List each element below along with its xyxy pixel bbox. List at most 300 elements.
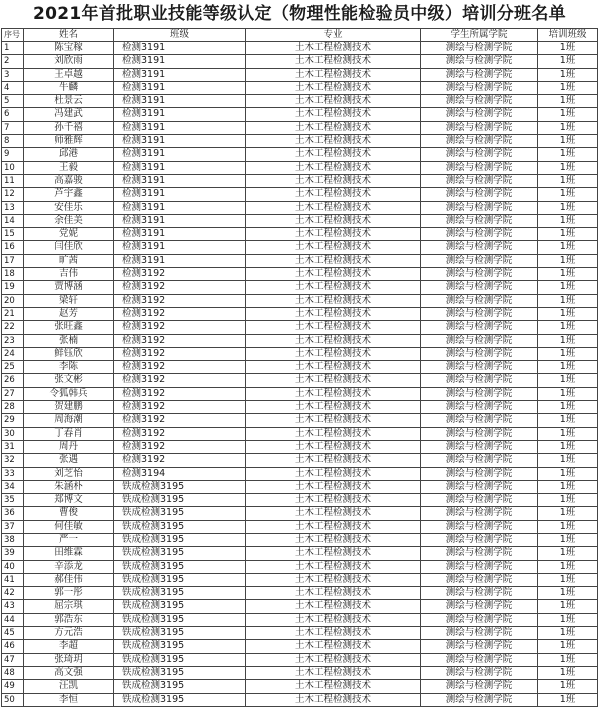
cell-class: 检测3191	[114, 228, 246, 241]
cell-class: 铁成检测3195	[114, 520, 246, 533]
table-row	[2, 174, 598, 187]
cell-class: 检测3191	[114, 55, 246, 68]
cell-major: 土木工程检测技术	[246, 640, 421, 653]
header-college: 学生所属学院	[421, 29, 538, 42]
cell-training-class: 1班	[538, 108, 598, 121]
cell-index: 12	[2, 188, 24, 201]
cell-index: 8	[2, 135, 24, 148]
cell-training-class: 1班	[538, 161, 598, 174]
cell-college: 测绘与检测学院	[421, 600, 538, 613]
cell-major: 土木工程检测技术	[246, 507, 421, 520]
cell-training-class: 1班	[538, 81, 598, 94]
cell-index: 15	[2, 228, 24, 241]
cell-name: 曹俊	[24, 507, 114, 520]
cell-college: 测绘与检测学院	[421, 427, 538, 440]
cell-name: 牛麟	[24, 81, 114, 94]
cell-major: 土木工程检测技术	[246, 427, 421, 440]
cell-index: 27	[2, 387, 24, 400]
cell-training-class: 1班	[538, 547, 598, 560]
cell-training-class: 1班	[538, 494, 598, 507]
cell-college: 测绘与检测学院	[421, 254, 538, 267]
cell-college: 测绘与检测学院	[421, 268, 538, 281]
cell-training-class: 1班	[538, 188, 598, 201]
cell-training-class: 1班	[538, 640, 598, 653]
cell-major: 土木工程检测技术	[246, 294, 421, 307]
cell-index: 38	[2, 533, 24, 546]
cell-training-class: 1班	[538, 307, 598, 320]
cell-index: 18	[2, 268, 24, 281]
cell-class: 检测3192	[114, 454, 246, 467]
cell-name: 鲜钰欣	[24, 347, 114, 360]
cell-college: 测绘与检测学院	[421, 627, 538, 640]
cell-major: 土木工程检测技术	[246, 520, 421, 533]
cell-training-class: 1班	[538, 241, 598, 254]
header-training-class: 培训班级	[538, 29, 598, 42]
cell-training-class: 1班	[538, 480, 598, 493]
cell-name: 张琦玥	[24, 653, 114, 666]
cell-class: 检测3191	[114, 214, 246, 227]
cell-college: 测绘与检测学院	[421, 174, 538, 187]
cell-name: 郝佳伟	[24, 573, 114, 586]
cell-college: 测绘与检测学院	[421, 467, 538, 480]
cell-index: 16	[2, 241, 24, 254]
table-row	[2, 121, 598, 134]
cell-major: 土木工程检测技术	[246, 268, 421, 281]
cell-training-class: 1班	[538, 600, 598, 613]
cell-class: 铁成检测3195	[114, 680, 246, 693]
cell-class: 检测3192	[114, 334, 246, 347]
cell-training-class: 1班	[538, 214, 598, 227]
cell-name: 梁轩	[24, 294, 114, 307]
cell-training-class: 1班	[538, 294, 598, 307]
cell-class: 检测3192	[114, 321, 246, 334]
cell-class: 检测3192	[114, 401, 246, 414]
cell-class: 检测3191	[114, 135, 246, 148]
cell-college: 测绘与检测学院	[421, 480, 538, 493]
cell-major: 土木工程检测技术	[246, 321, 421, 334]
cell-name: 张文彬	[24, 374, 114, 387]
table-row	[2, 214, 598, 227]
cell-name: 严一	[24, 533, 114, 546]
cell-name: 何佳敏	[24, 520, 114, 533]
cell-college: 测绘与检测学院	[421, 148, 538, 161]
cell-index: 26	[2, 374, 24, 387]
cell-index: 28	[2, 401, 24, 414]
cell-name: 杜景云	[24, 95, 114, 108]
table-row	[2, 321, 598, 334]
cell-training-class: 1班	[538, 533, 598, 546]
cell-class: 检测3192	[114, 294, 246, 307]
cell-major: 土木工程检测技术	[246, 560, 421, 573]
cell-college: 测绘与检测学院	[421, 573, 538, 586]
table-row	[2, 414, 598, 427]
cell-training-class: 1班	[538, 627, 598, 640]
cell-training-class: 1班	[538, 174, 598, 187]
cell-index: 37	[2, 520, 24, 533]
table-row	[2, 42, 598, 55]
header-index: 序号	[2, 29, 24, 42]
table-row	[2, 95, 598, 108]
cell-major: 土木工程检测技术	[246, 573, 421, 586]
cell-name: 田维霖	[24, 547, 114, 560]
cell-index: 3	[2, 68, 24, 81]
cell-index: 21	[2, 307, 24, 320]
cell-major: 土木工程检测技术	[246, 241, 421, 254]
cell-major: 土木工程检测技术	[246, 281, 421, 294]
cell-name: 安佳乐	[24, 201, 114, 214]
cell-index: 4	[2, 81, 24, 94]
cell-index: 6	[2, 108, 24, 121]
cell-index: 25	[2, 361, 24, 374]
cell-major: 土木工程检测技术	[246, 95, 421, 108]
cell-class: 检测3191	[114, 174, 246, 187]
table-row	[2, 281, 598, 294]
cell-index: 11	[2, 174, 24, 187]
cell-name: 陈宝稼	[24, 42, 114, 55]
cell-index: 19	[2, 281, 24, 294]
cell-training-class: 1班	[538, 573, 598, 586]
cell-index: 44	[2, 613, 24, 626]
cell-major: 土木工程检测技术	[246, 347, 421, 360]
cell-training-class: 1班	[538, 121, 598, 134]
table-row	[2, 347, 598, 360]
cell-college: 测绘与检测学院	[421, 507, 538, 520]
cell-college: 测绘与检测学院	[421, 361, 538, 374]
cell-class: 铁成检测3195	[114, 507, 246, 520]
cell-name: 郑博文	[24, 494, 114, 507]
cell-training-class: 1班	[538, 520, 598, 533]
table-row	[2, 587, 598, 600]
cell-name: 刘芝怡	[24, 467, 114, 480]
cell-name: 赵芳	[24, 307, 114, 320]
cell-name: 吉伟	[24, 268, 114, 281]
cell-name: 冯建武	[24, 108, 114, 121]
table-row	[2, 188, 598, 201]
cell-index: 36	[2, 507, 24, 520]
cell-major: 土木工程检测技术	[246, 587, 421, 600]
cell-training-class: 1班	[538, 321, 598, 334]
cell-class: 检测3192	[114, 427, 246, 440]
table-row	[2, 560, 598, 573]
cell-college: 测绘与检测学院	[421, 401, 538, 414]
cell-college: 测绘与检测学院	[421, 307, 538, 320]
cell-college: 测绘与检测学院	[421, 108, 538, 121]
table-row	[2, 547, 598, 560]
table-row	[2, 507, 598, 520]
cell-name: 王卓越	[24, 68, 114, 81]
cell-index: 14	[2, 214, 24, 227]
cell-training-class: 1班	[538, 148, 598, 161]
cell-name: 师雅辉	[24, 135, 114, 148]
cell-major: 土木工程检测技术	[246, 307, 421, 320]
header-class: 班级	[114, 29, 246, 42]
cell-training-class: 1班	[538, 268, 598, 281]
cell-college: 测绘与检测学院	[421, 587, 538, 600]
cell-college: 测绘与检测学院	[421, 95, 538, 108]
cell-major: 土木工程检测技术	[246, 480, 421, 493]
cell-college: 测绘与检测学院	[421, 334, 538, 347]
cell-college: 测绘与检测学院	[421, 666, 538, 679]
cell-college: 测绘与检测学院	[421, 281, 538, 294]
cell-college: 测绘与检测学院	[421, 653, 538, 666]
cell-training-class: 1班	[538, 42, 598, 55]
cell-index: 34	[2, 480, 24, 493]
cell-training-class: 1班	[538, 560, 598, 573]
cell-name: 方元浩	[24, 627, 114, 640]
cell-college: 测绘与检测学院	[421, 693, 538, 706]
cell-major: 土木工程检测技术	[246, 454, 421, 467]
cell-major: 土木工程检测技术	[246, 135, 421, 148]
table-row	[2, 480, 598, 493]
cell-class: 检测3194	[114, 467, 246, 480]
table-row	[2, 294, 598, 307]
cell-name: 屈宗琪	[24, 600, 114, 613]
cell-name: 丁春肖	[24, 427, 114, 440]
cell-major: 土木工程检测技术	[246, 361, 421, 374]
cell-major: 土木工程检测技术	[246, 148, 421, 161]
cell-training-class: 1班	[538, 693, 598, 706]
cell-major: 土木工程检测技术	[246, 334, 421, 347]
cell-name: 郭一彤	[24, 587, 114, 600]
cell-name: 芦宇鑫	[24, 188, 114, 201]
cell-class: 检测3192	[114, 440, 246, 453]
cell-college: 测绘与检测学院	[421, 42, 538, 55]
table-row	[2, 161, 598, 174]
cell-college: 测绘与检测学院	[421, 135, 538, 148]
cell-major: 土木工程检测技术	[246, 494, 421, 507]
cell-index: 45	[2, 627, 24, 640]
cell-class: 铁成检测3195	[114, 494, 246, 507]
cell-index: 10	[2, 161, 24, 174]
cell-name: 张遇	[24, 454, 114, 467]
cell-class: 铁成检测3195	[114, 533, 246, 546]
cell-college: 测绘与检测学院	[421, 680, 538, 693]
table-row	[2, 55, 598, 68]
cell-college: 测绘与检测学院	[421, 214, 538, 227]
header-name: 姓名	[24, 29, 114, 42]
table-row	[2, 268, 598, 281]
cell-training-class: 1班	[538, 95, 598, 108]
cell-college: 测绘与检测学院	[421, 533, 538, 546]
table-row	[2, 68, 598, 81]
cell-name: 孙千禧	[24, 121, 114, 134]
table-row	[2, 361, 598, 374]
table-row	[2, 494, 598, 507]
cell-training-class: 1班	[538, 507, 598, 520]
cell-major: 土木工程检测技术	[246, 387, 421, 400]
cell-name: 余佳美	[24, 214, 114, 227]
cell-class: 铁成检测3195	[114, 613, 246, 626]
table-body	[2, 42, 598, 707]
table-row	[2, 135, 598, 148]
cell-training-class: 1班	[538, 201, 598, 214]
cell-college: 测绘与检测学院	[421, 321, 538, 334]
table-row	[2, 427, 598, 440]
cell-training-class: 1班	[538, 427, 598, 440]
cell-college: 测绘与检测学院	[421, 613, 538, 626]
cell-training-class: 1班	[538, 454, 598, 467]
table-row	[2, 201, 598, 214]
cell-class: 铁成检测3195	[114, 693, 246, 706]
table-row	[2, 81, 598, 94]
cell-major: 土木工程检测技术	[246, 693, 421, 706]
cell-training-class: 1班	[538, 613, 598, 626]
cell-name: 李超	[24, 640, 114, 653]
cell-training-class: 1班	[538, 440, 598, 453]
cell-college: 测绘与检测学院	[421, 640, 538, 653]
cell-college: 测绘与检测学院	[421, 374, 538, 387]
table-row	[2, 613, 598, 626]
cell-major: 土木工程检测技术	[246, 55, 421, 68]
table-row	[2, 401, 598, 414]
cell-college: 测绘与检测学院	[421, 201, 538, 214]
cell-name: 张旺鑫	[24, 321, 114, 334]
cell-name: 王毅	[24, 161, 114, 174]
table-row	[2, 307, 598, 320]
cell-training-class: 1班	[538, 680, 598, 693]
cell-class: 铁成检测3195	[114, 653, 246, 666]
table-row	[2, 693, 598, 706]
cell-class: 检测3192	[114, 307, 246, 320]
cell-major: 土木工程检测技术	[246, 440, 421, 453]
cell-class: 检测3191	[114, 121, 246, 134]
cell-index: 35	[2, 494, 24, 507]
table-row	[2, 454, 598, 467]
cell-training-class: 1班	[538, 374, 598, 387]
cell-training-class: 1班	[538, 414, 598, 427]
table-row	[2, 680, 598, 693]
table-row	[2, 520, 598, 533]
cell-college: 测绘与检测学院	[421, 188, 538, 201]
cell-college: 测绘与检测学院	[421, 520, 538, 533]
cell-index: 13	[2, 201, 24, 214]
cell-class: 铁成检测3195	[114, 573, 246, 586]
table-row	[2, 108, 598, 121]
cell-college: 测绘与检测学院	[421, 81, 538, 94]
cell-name: 朱涵朴	[24, 480, 114, 493]
cell-college: 测绘与检测学院	[421, 55, 538, 68]
cell-index: 40	[2, 560, 24, 573]
cell-major: 土木工程检测技术	[246, 680, 421, 693]
table-row	[2, 440, 598, 453]
cell-major: 土木工程检测技术	[246, 374, 421, 387]
cell-name: 周海潮	[24, 414, 114, 427]
cell-index: 50	[2, 693, 24, 706]
cell-major: 土木工程检测技术	[246, 613, 421, 626]
cell-name: 李陈	[24, 361, 114, 374]
cell-class: 检测3191	[114, 95, 246, 108]
cell-college: 测绘与检测学院	[421, 560, 538, 573]
cell-training-class: 1班	[538, 467, 598, 480]
cell-major: 土木工程检测技术	[246, 161, 421, 174]
cell-training-class: 1班	[538, 653, 598, 666]
cell-major: 土木工程检测技术	[246, 188, 421, 201]
cell-index: 49	[2, 680, 24, 693]
cell-index: 1	[2, 42, 24, 55]
cell-class: 检测3191	[114, 148, 246, 161]
cell-major: 土木工程检测技术	[246, 653, 421, 666]
cell-name: 刘欣雨	[24, 55, 114, 68]
cell-index: 33	[2, 467, 24, 480]
cell-name: 闫佳欣	[24, 241, 114, 254]
cell-index: 39	[2, 547, 24, 560]
cell-name: 辛添龙	[24, 560, 114, 573]
cell-class: 检测3191	[114, 241, 246, 254]
table-row	[2, 467, 598, 480]
cell-index: 30	[2, 427, 24, 440]
cell-major: 土木工程检测技术	[246, 214, 421, 227]
cell-training-class: 1班	[538, 387, 598, 400]
cell-name: 高嘉骏	[24, 174, 114, 187]
cell-index: 9	[2, 148, 24, 161]
cell-class: 铁成检测3195	[114, 666, 246, 679]
cell-class: 检测3192	[114, 387, 246, 400]
cell-college: 测绘与检测学院	[421, 494, 538, 507]
cell-training-class: 1班	[538, 281, 598, 294]
cell-index: 5	[2, 95, 24, 108]
cell-index: 47	[2, 653, 24, 666]
cell-college: 测绘与检测学院	[421, 68, 538, 81]
cell-major: 土木工程检测技术	[246, 414, 421, 427]
cell-major: 土木工程检测技术	[246, 108, 421, 121]
cell-class: 检测3191	[114, 161, 246, 174]
cell-index: 7	[2, 121, 24, 134]
cell-class: 铁成检测3195	[114, 480, 246, 493]
cell-college: 测绘与检测学院	[421, 161, 538, 174]
cell-index: 41	[2, 573, 24, 586]
cell-name: 郭浩东	[24, 613, 114, 626]
cell-major: 土木工程检测技术	[246, 68, 421, 81]
cell-major: 土木工程检测技术	[246, 547, 421, 560]
cell-training-class: 1班	[538, 228, 598, 241]
table-row	[2, 533, 598, 546]
cell-major: 土木工程检测技术	[246, 228, 421, 241]
cell-index: 2	[2, 55, 24, 68]
cell-college: 测绘与检测学院	[421, 121, 538, 134]
table-row	[2, 627, 598, 640]
cell-index: 43	[2, 600, 24, 613]
cell-class: 检测3191	[114, 188, 246, 201]
cell-training-class: 1班	[538, 254, 598, 267]
cell-index: 42	[2, 587, 24, 600]
cell-college: 测绘与检测学院	[421, 414, 538, 427]
cell-index: 24	[2, 347, 24, 360]
cell-training-class: 1班	[538, 587, 598, 600]
header-major: 专业	[246, 29, 421, 42]
cell-class: 检测3192	[114, 361, 246, 374]
cell-class: 检测3192	[114, 268, 246, 281]
table-header-row	[2, 29, 598, 42]
cell-index: 29	[2, 414, 24, 427]
cell-name: 令狐韩兵	[24, 387, 114, 400]
cell-training-class: 1班	[538, 334, 598, 347]
table-row	[2, 148, 598, 161]
table-row	[2, 228, 598, 241]
roster-table	[1, 28, 598, 707]
cell-major: 土木工程检测技术	[246, 533, 421, 546]
cell-index: 20	[2, 294, 24, 307]
cell-name: 李恒	[24, 693, 114, 706]
cell-college: 测绘与检测学院	[421, 454, 538, 467]
cell-major: 土木工程检测技术	[246, 174, 421, 187]
cell-training-class: 1班	[538, 68, 598, 81]
cell-class: 铁成检测3195	[114, 627, 246, 640]
cell-class: 检测3192	[114, 281, 246, 294]
cell-class: 检测3192	[114, 374, 246, 387]
cell-class: 检测3191	[114, 81, 246, 94]
cell-name: 汪凯	[24, 680, 114, 693]
cell-class: 铁成检测3195	[114, 560, 246, 573]
